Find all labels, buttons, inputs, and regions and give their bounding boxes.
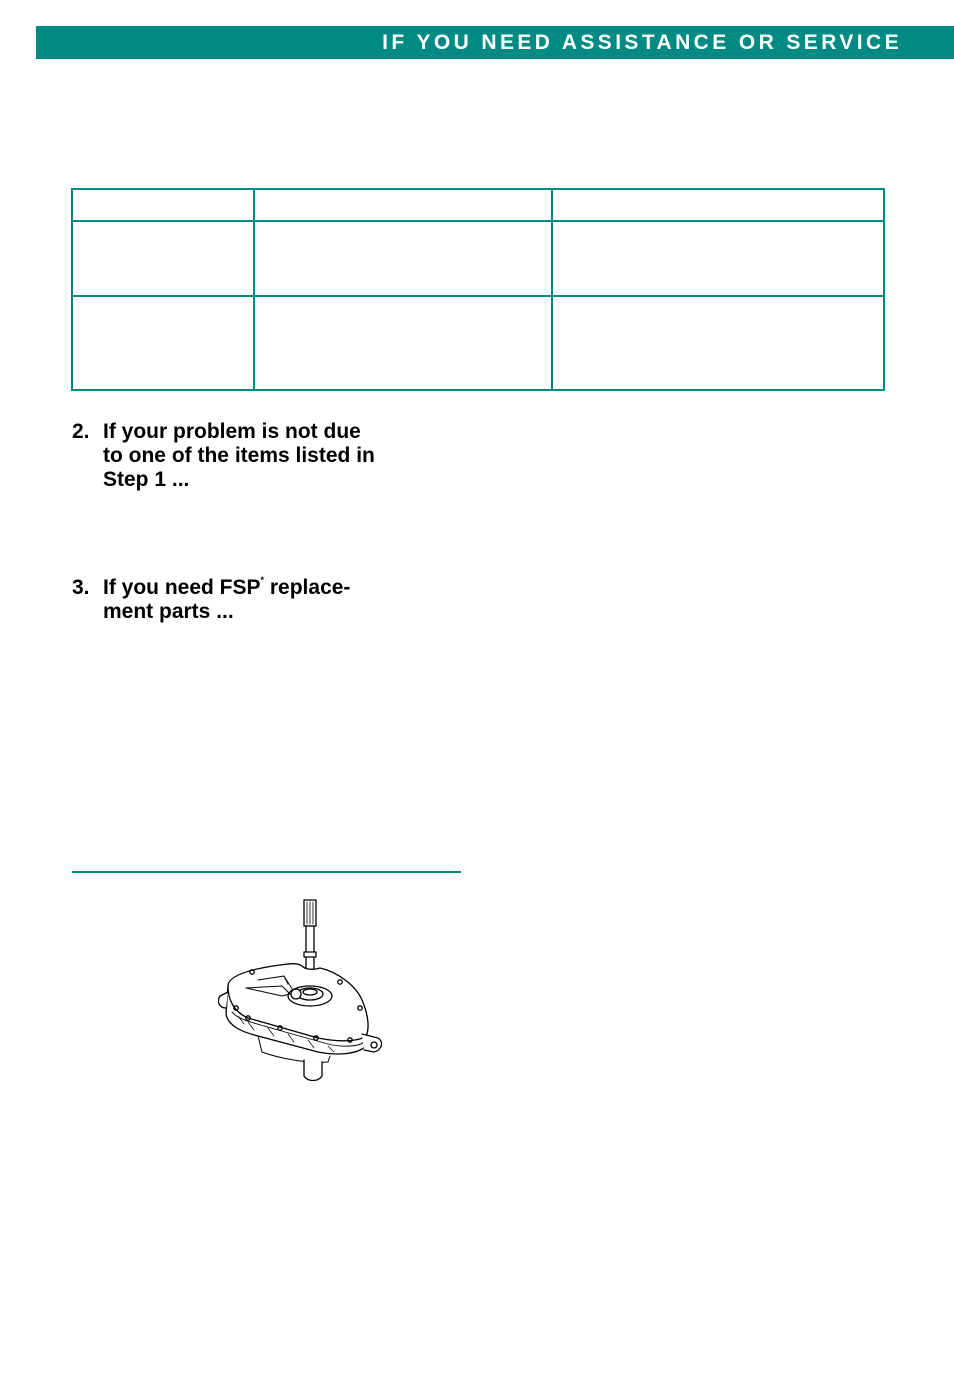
- table-row: [72, 221, 884, 296]
- step-text: replace-: [264, 576, 351, 599]
- step-2-heading: [72, 420, 375, 492]
- table-cell: [552, 189, 884, 221]
- footnote-mark: *: [260, 575, 265, 585]
- troubleshooting-table: [71, 188, 885, 391]
- step-text: If you need FSP: [103, 576, 261, 599]
- step-3-heading: [72, 568, 350, 624]
- step-text-line: ment parts ...: [103, 600, 234, 623]
- table-cell: [72, 221, 254, 296]
- step-number: 2.: [72, 420, 90, 443]
- table-cell: [254, 221, 552, 296]
- table-row: [72, 189, 884, 221]
- step-number: 3.: [72, 576, 90, 599]
- section-divider: [72, 871, 461, 873]
- table-row: [72, 296, 884, 390]
- table-cell: [254, 189, 552, 221]
- table-cell: [552, 221, 884, 296]
- step-text-line: Step 1 ...: [103, 468, 190, 491]
- step-text-line: If your problem is not due: [103, 420, 361, 443]
- table-cell: [254, 296, 552, 390]
- page-title: IF YOU NEED ASSISTANCE OR SERVICE: [382, 31, 902, 54]
- header-bar: [36, 26, 954, 59]
- table-cell: [552, 296, 884, 390]
- table-cell: [72, 189, 254, 221]
- table-cell: [72, 296, 254, 390]
- transmission-gearcase-icon: [218, 896, 386, 1086]
- step-text-line: to one of the items listed in: [103, 444, 375, 467]
